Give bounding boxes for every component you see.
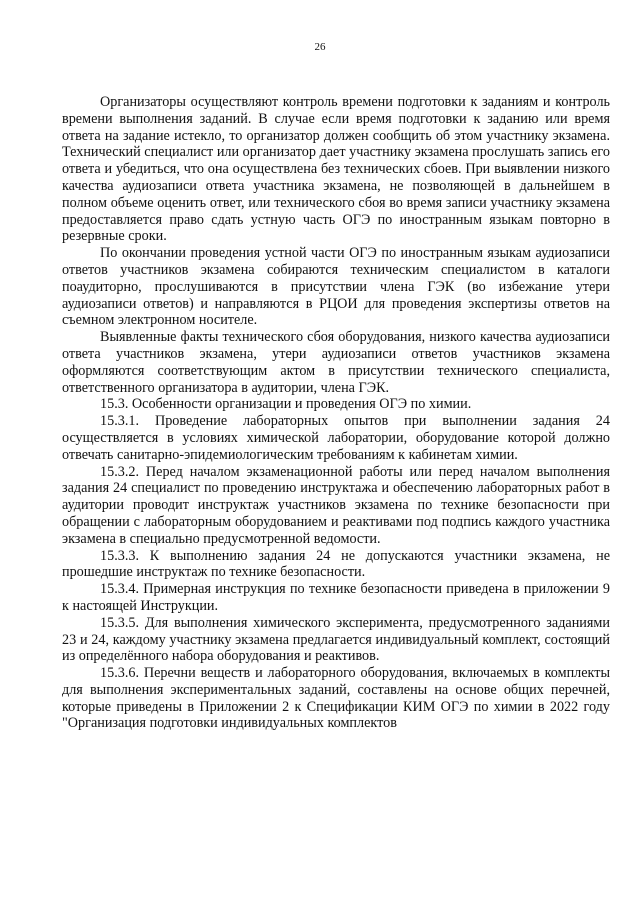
- paragraph-failure-act: Выявленные факты технического сбоя оборудования, низкого качества аудиозаписи ответа участников экзамена, утери аудиозаписи ответов участников экзамена оформляются соответствующим актом в присутствии технического специалиста, ответственного организатора в аудитории, члена ГЭК.: [62, 329, 610, 396]
- paragraph-15-3-1: 15.3.1. Проведение лабораторных опытов при выполнении задания 24 осуществляется в условиях химической лаборатории, оборудование которой должно отвечать санитарно-эпидемиологическим требованиям к кабинетам химии.: [62, 413, 610, 463]
- paragraph-15-3-6: 15.3.6. Перечни веществ и лабораторного оборудования, включаемых в комплекты для выполнения экспериментальных заданий, составлены на основе общих перечней, которые приведены в Приложении 2 к Спецификации КИМ ОГЭ по химии в 2022 году "Организация подготовки индивидуальных комплектов: [62, 665, 610, 732]
- page-number: 26: [314, 41, 326, 53]
- paragraph-15-3-2: 15.3.2. Перед началом экзаменационной работы или перед началом выполнения задания 24 специалист по проведению инструктажа и обеспечению лабораторных работ в аудитории проводит инструктаж участников экзамена по технике безопасности при обращении с лабораторным оборудованием и реактивами под подпись каждого участника экзамена в специально предусмотренной ведомости.: [62, 463, 610, 547]
- paragraph-15-3-4: 15.3.4. Примерная инструкция по технике безопасности приведена в приложении 9 к настоящей Инструкции.: [62, 581, 610, 614]
- paragraph-recording-collection: По окончании проведения устной части ОГЭ по иностранным языкам аудиозаписи ответов участников экзамена собираются техническим специалистом в каталоги поаудиторно, прослушиваются в присутствии члена ГЭК (во избежание утери аудиозаписи ответов) и направляются в РЦОИ для проведения экспертизы ответов на съемном электронном носителе.: [62, 245, 610, 329]
- paragraph-15-3-5: 15.3.5. Для выполнения химического эксперимента, предусмотренного заданиями 23 и 24, каждому участнику экзамена предлагается индивидуальный комплект, состоящий из определённого набора оборудования и реактивов.: [62, 614, 610, 665]
- section-heading-chemistry: 15.3. Особенности организации и проведения ОГЭ по химии.: [100, 396, 472, 413]
- paragraph-recording-control: Организаторы осуществляют контроль времени подготовки к заданиям и контроль времени выполнения заданий. В случае если время подготовки к заданию или время ответа на задание истекло, то организатор должен сообщить об этом участнику экзамена. Технический специалист или организатор дает участнику экзамена прослушать запись его ответа и убедиться, что она осуществлена без технических сбоев. При выявлении низкого качества аудиозаписи ответа участника экзамена, не позволяющей в дальнейшем в полном объеме оценить ответ, или технического сбоя во время записи участнику экзамена предоставляется право сдать устную часть ОГЭ по иностранным языкам повторно в резервные сроки.: [62, 94, 610, 245]
- document-body: [62, 94, 610, 732]
- paragraph-15-3-3: 15.3.3. К выполнению задания 24 не допускаются участники экзамена, не прошедшие инструктаж по технике безопасности.: [62, 547, 610, 581]
